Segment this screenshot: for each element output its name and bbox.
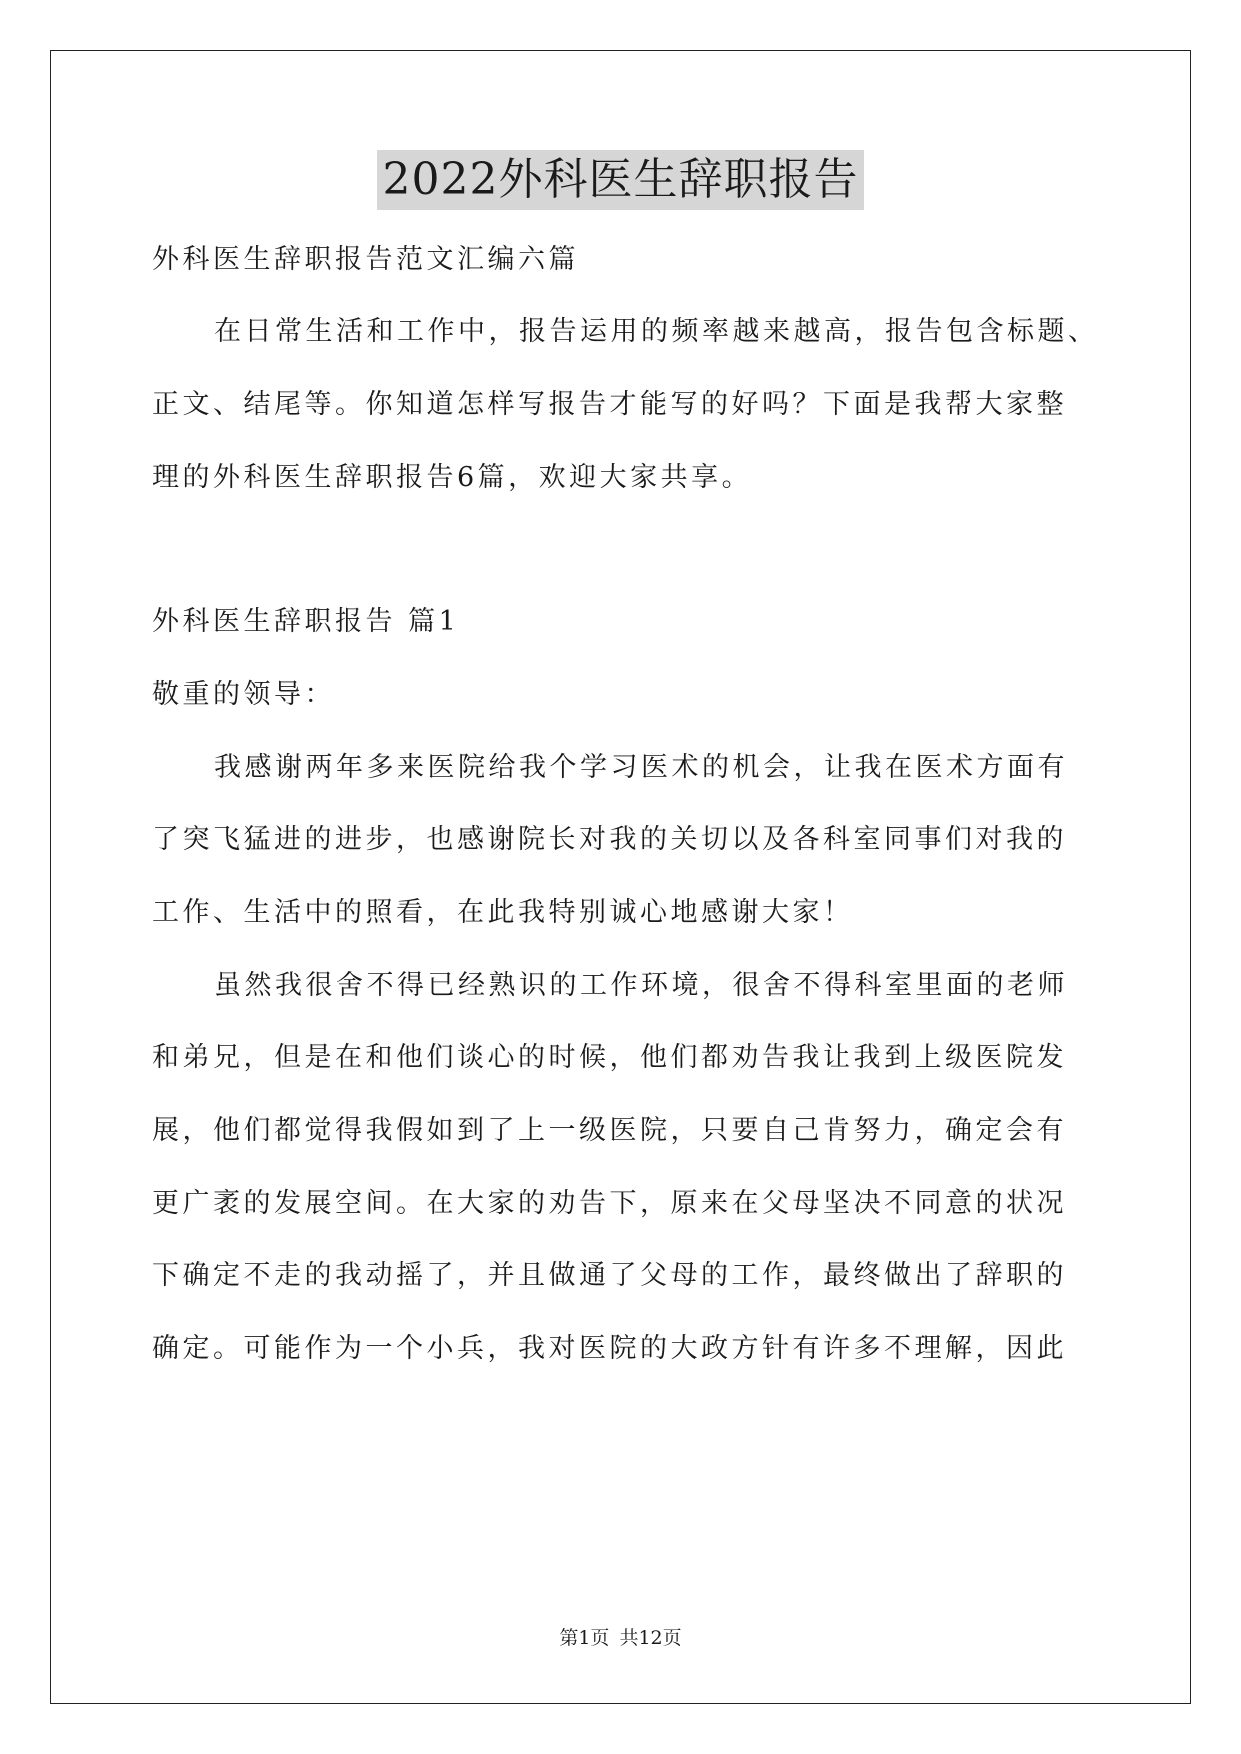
intro-line: 在日常生活和工作中，报告运用的频率越来越高，报告包含标题、 bbox=[214, 316, 1099, 347]
page-footer bbox=[0, 1626, 1241, 1650]
salutation: 敬重的领导： bbox=[152, 679, 335, 710]
body-line: 工作、生活中的照看，在此我特别诚心地感谢大家！ bbox=[152, 897, 854, 928]
body-line: 确定。可能作为一个小兵，我对医院的大政方针有许多不理解，因此 bbox=[152, 1333, 1067, 1364]
body-line: 我感谢两年多来医院给我个学习医术的机会，让我在医术方面有 bbox=[214, 752, 1068, 783]
page-number-current: 第1页 bbox=[559, 1627, 610, 1649]
document-title: 2022外科医生辞职报告 bbox=[377, 150, 865, 210]
body-line: 展，他们都觉得我假如到了上一级医院，只要自己肯努力，确定会有 bbox=[152, 1115, 1067, 1146]
page-number-total: 共12页 bbox=[619, 1627, 682, 1649]
body-line: 虽然我很舍不得已经熟识的工作环境，很舍不得科室里面的老师 bbox=[214, 970, 1068, 1001]
intro-line: 正文、结尾等。你知道怎样写报告才能写的好吗？下面是我帮大家整 bbox=[152, 389, 1067, 420]
title-container bbox=[0, 150, 1241, 210]
body-line: 更广袤的发展空间。在大家的劝告下，原来在父母坚决不同意的状况 bbox=[152, 1188, 1067, 1219]
body-line: 和弟兄，但是在和他们谈心的时候，他们都劝告我让我到上级医院发 bbox=[152, 1042, 1067, 1073]
intro-line: 理的外科医生辞职报告6篇，欢迎大家共享。 bbox=[152, 462, 753, 493]
section-heading: 外科医生辞职报告 篇1 bbox=[152, 606, 460, 637]
document-subtitle: 外科医生辞职报告范文汇编六篇 bbox=[152, 244, 579, 275]
body-line: 了突飞猛进的进步，也感谢院长对我的关切以及各科室同事们对我的 bbox=[152, 824, 1067, 855]
page-border bbox=[50, 50, 1191, 1704]
body-line: 下确定不走的我动摇了，并且做通了父母的工作，最终做出了辞职的 bbox=[152, 1260, 1067, 1291]
